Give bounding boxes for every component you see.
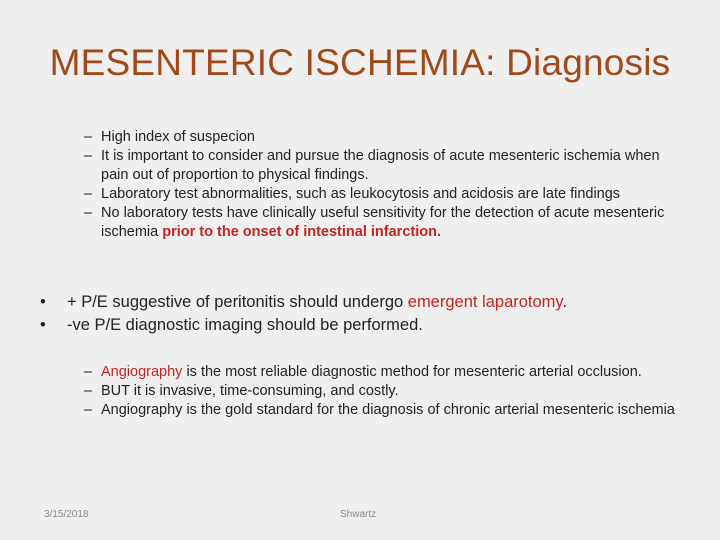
highlight-text: Angiography bbox=[101, 364, 183, 380]
list-item: – It is important to consider and pursue the diagnosis of acute mesenteric ischemia when pain out of proportion to physical findings. bbox=[72, 147, 682, 185]
dash-bullet: – bbox=[83, 205, 92, 221]
findings-list bbox=[72, 128, 682, 242]
list-item: – Angiography is the gold standard for the diagnosis of chronic arterial mesenteric ischemia bbox=[72, 401, 682, 420]
dash-bullet: – bbox=[83, 186, 92, 202]
list-item: – BUT it is invasive, time-consuming, and costly. bbox=[72, 382, 682, 401]
dash-bullet: – bbox=[83, 402, 92, 418]
dash-bullet: – bbox=[83, 383, 92, 399]
highlight-text: emergent laparotomy bbox=[407, 293, 563, 311]
bullet-dot: • bbox=[40, 293, 46, 311]
main-bullet-item: • -ve P/E diagnostic imaging should be performed. bbox=[40, 314, 690, 337]
dash-bullet: – bbox=[83, 148, 92, 164]
list-item: – High index of suspecion bbox=[72, 128, 682, 147]
main-bullet-item: • + P/E suggestive of peritonitis should undergo emergent laparotomy. bbox=[40, 291, 690, 314]
slide-title: MESENTERIC ISCHEMIA: Diagnosis bbox=[49, 42, 671, 83]
list-item: – Laboratory test abnormalities, such as leukocytosis and acidosis are late findings bbox=[72, 185, 682, 204]
highlight-text: prior to the onset of intestinal infarction. bbox=[162, 224, 441, 240]
list-item: – Angiography is the most reliable diagnostic method for mesenteric arterial occlusion. bbox=[72, 363, 682, 382]
list-item: – No laboratory tests have clinically useful sensitivity for the detection of acute mesenteric ischemia prior to the onset of intestinal infarction. bbox=[72, 204, 682, 242]
footer-date: 3/15/2018 bbox=[44, 509, 89, 520]
bullet-dot: • bbox=[40, 316, 46, 334]
main-bullet-list bbox=[40, 291, 690, 337]
angiography-list bbox=[72, 363, 682, 420]
footer-source: Shwartz bbox=[340, 509, 377, 520]
dash-bullet: – bbox=[83, 129, 92, 145]
dash-bullet: – bbox=[83, 364, 92, 380]
